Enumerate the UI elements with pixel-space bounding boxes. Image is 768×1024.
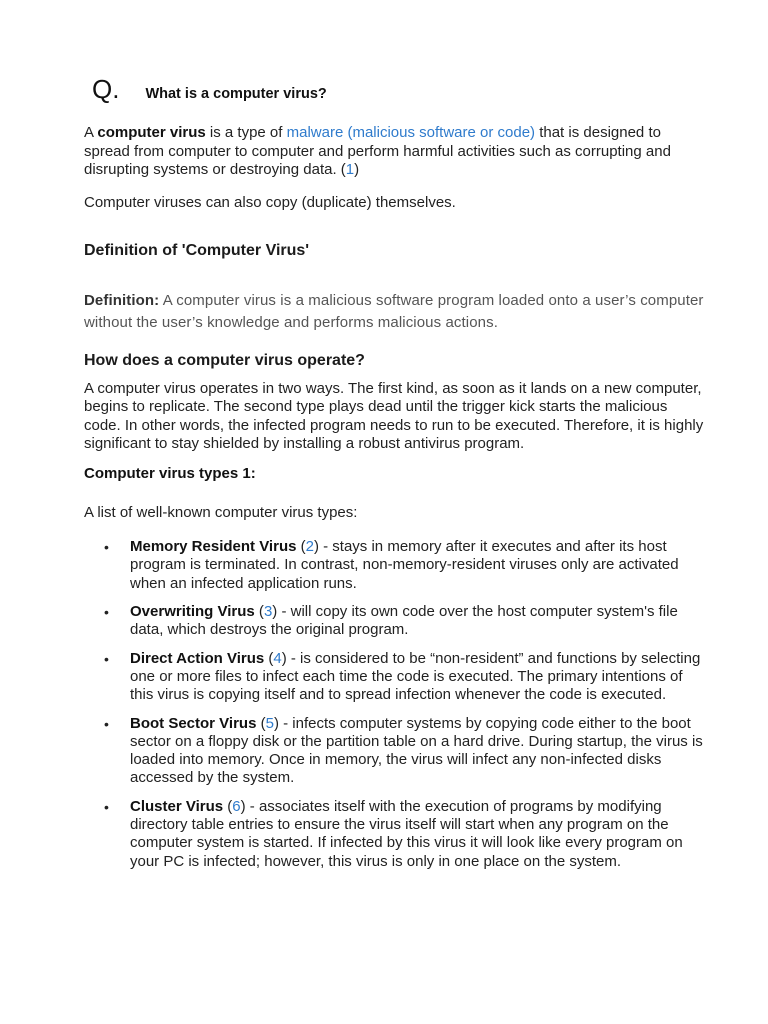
type-name: Direct Action Virus [130,649,265,667]
type-name: Cluster Virus [130,797,224,815]
ref-link-4[interactable]: 4 [273,649,282,667]
question-title: What is a computer virus? [145,86,327,102]
type-name: Overwriting Virus [130,603,255,621]
question-mark-label: Q. [92,74,120,104]
list-item: • Boot Sector Virus (5) - infects computer systems by copying code either to the boot sector on a floppy disk or the partition table on a hard drive. During startup, the virus is loaded into memory. Once in memory, the virus will infect any non-infected disks accessed by the system. [104,714,703,787]
type-desc: - infects computer systems by copying code either to the boot sector on a floppy disk or the partition table on a hard drive. During startup, the virus is loaded into memory. Once in memory, the virus will infect any non-infected disks accessed by the system. [130,714,703,787]
operate-paragraph: A computer virus operates in two ways. The first kind, as soon as it lands on a new computer, begins to replicate. The second type plays dead until the trigger kick starts the malicious code. In other words, the infected program needs to run to be executed. Therefore, it is highly significant to stay shielded by installing a robust antivirus program. [84,380,704,452]
type-name: Memory Resident Virus [130,538,297,556]
bullet-icon: • [104,798,109,815]
document-body [84,124,704,881]
intro-paragraph [84,124,704,180]
ref-link-2[interactable]: 2 [305,538,314,556]
ref-link-5[interactable]: 5 [265,714,274,732]
type-desc: - associates itself with the execution of programs by modifying directory table entries to ensure the virus itself will start when any program on the computer system is started. If infected by this virus it will look like every program on your PC is infected; however, this virus is only in one place on the system. [130,797,683,870]
bullet-icon: • [104,539,109,556]
intro-prefix: A [84,124,98,141]
definition-heading: Definition of 'Computer Virus' [84,242,310,259]
question-header [92,74,327,105]
type-desc: - will copy its own code over the host computer system's file data, which destroys the original program. [130,603,678,639]
operate-heading: How does a computer virus operate? [84,352,365,369]
type-desc: - is considered to be “non-resident” and functions by selecting one or more files to infect each time the code is executed. The primary intentions of this virus is copying itself and to spread infection whenever the code is executed. [130,649,701,704]
ref-link-6[interactable]: 6 [232,797,241,815]
definition-text: A computer virus is a malicious software program loaded onto a user’s computer without the user’s knowledge and performs malicious actions. [84,292,704,331]
intro-rest: that is designed to spread from computer to computer and perform harmful activities such as corrupting and disrupting systems or destroying data. ( [84,124,671,178]
bullet-icon: • [104,650,109,667]
list-intro: A list of well-known computer virus types: [84,503,358,521]
type-desc: - stays in memory after it executes and after its host program is terminated. In contrast, non-memory-resident viruses only are activated when an infected application runs. [130,538,679,592]
list-item: • Overwriting Virus (3) - will copy its own code over the host computer system's file data, which destroys the original program. [104,603,678,639]
ref-link-1[interactable]: 1 [345,161,355,178]
virus-types-list [84,538,704,871]
ref-link-3[interactable]: 3 [263,603,273,621]
intro-term: computer virus [97,124,206,141]
malware-link[interactable]: malware (malicious software or code) [286,124,536,141]
type-name: Boot Sector Virus [130,714,257,732]
intro-close: ) [354,161,360,178]
list-item: • Cluster Virus (6) - associates itself with the execution of programs by modifying directory table entries to ensure the virus itself will start when any program on the computer system is started. If infected by this virus it will look like every program on your PC is infected; however, this virus is only in one place on the system. [104,797,683,870]
bullet-icon: • [104,604,109,621]
types-title: Computer virus types 1: [84,465,256,483]
copy-note: Computer viruses can also copy (duplicate) themselves. [84,193,456,211]
list-item: • Direct Action Virus (4) - is considered to be “non-resident” and functions by selecting one or more files to infect each time the code is executed. The primary intentions of this virus is copying itself and to spread infection whenever the code is executed. [104,649,701,704]
definition-paragraph [84,290,704,334]
bullet-icon: • [104,715,109,732]
list-item: • Memory Resident Virus (2) - stays in memory after it executes and after its host program is terminated. In contrast, non-memory-resident viruses only are activated when an infected application runs. [104,538,679,592]
intro-middle: is a type of [205,124,287,141]
definition-label: Definition: [84,292,160,309]
